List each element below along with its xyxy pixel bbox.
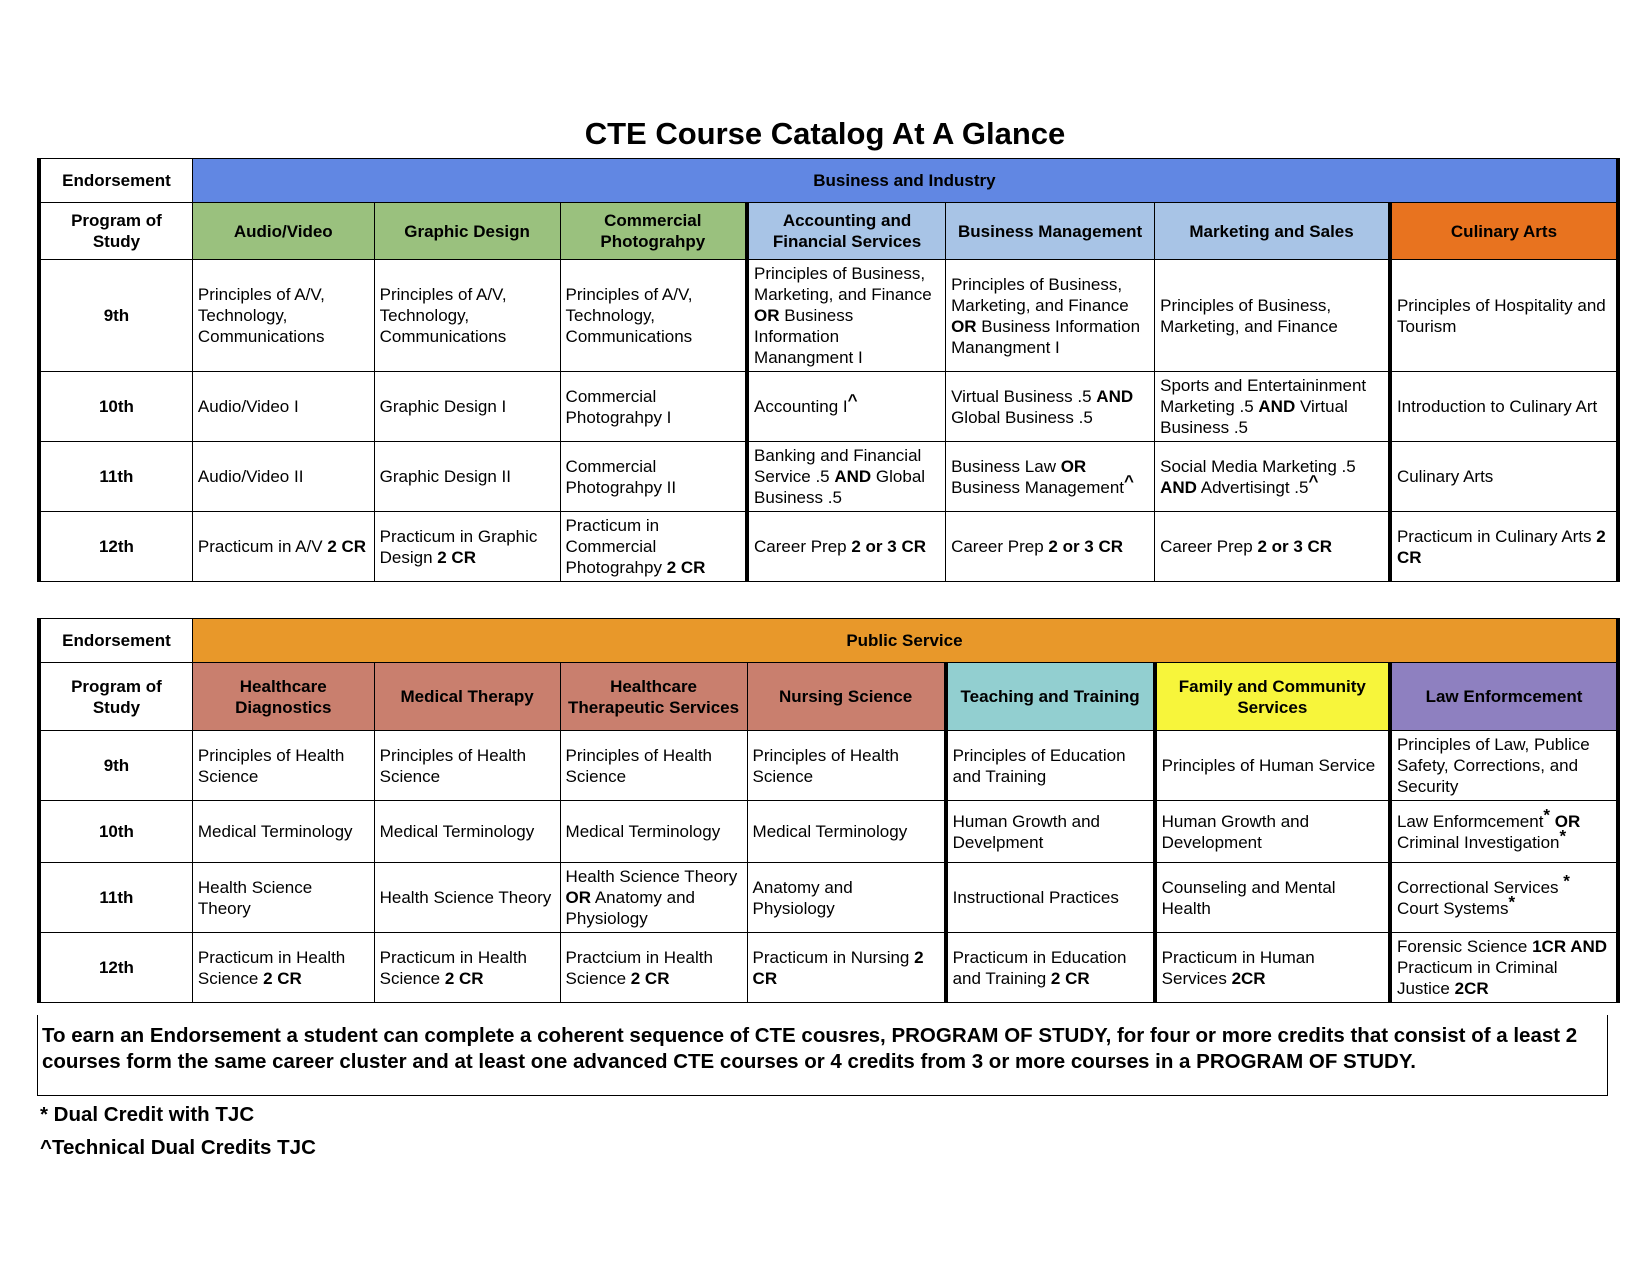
course-cell bbox=[747, 442, 946, 512]
course-cell bbox=[374, 260, 560, 372]
program-header: Commercial Photograhpy bbox=[560, 203, 747, 260]
course-text: Human Growth and Development bbox=[1161, 811, 1310, 852]
course-cell bbox=[560, 372, 747, 442]
course-text: Graphic Design II bbox=[379, 467, 511, 486]
course-text: Health Science Theory bbox=[197, 877, 313, 918]
course-cell bbox=[1390, 512, 1618, 582]
course-cell bbox=[1155, 442, 1390, 512]
course-text: OR bbox=[565, 888, 592, 907]
course-text: Career Prep bbox=[1160, 537, 1258, 556]
course-text: 2CR bbox=[1231, 968, 1266, 988]
course-text: Practicum in Graphic Design bbox=[379, 526, 538, 567]
course-text: Career Prep bbox=[754, 537, 852, 556]
course-text: 2 or 3 CR bbox=[851, 537, 926, 556]
program-header: Medical Therapy bbox=[374, 663, 560, 731]
course-cell bbox=[946, 512, 1155, 582]
business-industry-table bbox=[37, 158, 1620, 582]
course-cell bbox=[1155, 731, 1390, 801]
course-cell bbox=[560, 731, 747, 801]
program-of-study-label: Program of Study bbox=[39, 203, 192, 260]
course-text: Career Prep bbox=[951, 537, 1049, 556]
course-text: Court Systems bbox=[1396, 898, 1509, 918]
course-text: Principles of Health Science bbox=[565, 745, 713, 786]
course-cell bbox=[747, 801, 946, 863]
course-text: Practicum in A/V bbox=[197, 537, 328, 556]
course-cell bbox=[946, 801, 1155, 863]
course-text: 2 or 3 CR bbox=[1257, 537, 1333, 556]
course-cell bbox=[192, 933, 374, 1003]
course-cell bbox=[1155, 933, 1390, 1003]
course-cell bbox=[192, 442, 374, 512]
course-text: Graphic Design I bbox=[379, 397, 507, 416]
grade-label: 12th bbox=[39, 512, 192, 582]
public-service-table bbox=[37, 618, 1620, 1003]
course-text: AND bbox=[1258, 397, 1296, 416]
course-text: Culinary Arts bbox=[1396, 467, 1494, 486]
course-text: AND bbox=[1160, 477, 1197, 497]
course-text: Social Media Marketing .5 bbox=[1160, 456, 1356, 476]
course-text: Anatomy and Physiology bbox=[752, 877, 853, 918]
course-text: Instructional Practices bbox=[952, 888, 1119, 907]
course-text: 2 or 3 CR bbox=[1048, 537, 1124, 556]
course-text: 2 CR bbox=[630, 968, 670, 988]
course-cell bbox=[1155, 863, 1390, 933]
course-text: * bbox=[1563, 870, 1570, 890]
course-text: Principles of Health Science bbox=[752, 745, 900, 786]
course-cell bbox=[192, 731, 374, 801]
course-text: 2 CR bbox=[666, 558, 706, 577]
course-text: Principles of Law, Publice Safety, Corrections, and Security bbox=[1396, 735, 1590, 796]
course-cell bbox=[374, 442, 560, 512]
program-header: Family and Community Services bbox=[1155, 663, 1390, 731]
course-text: 2 CR bbox=[437, 547, 476, 567]
course-text: Sports and Entertaininment Marketing .5 bbox=[1160, 376, 1367, 416]
course-cell bbox=[946, 933, 1155, 1003]
course-text: Health Science Theory bbox=[379, 888, 552, 907]
course-text: 2CR bbox=[1454, 979, 1489, 998]
course-text: Practicum in Commercial Photograhpy bbox=[565, 516, 667, 577]
course-cell bbox=[374, 512, 560, 582]
course-text: Business Management bbox=[951, 477, 1125, 497]
endorsement-label: Endorsement bbox=[39, 159, 192, 203]
course-text: AND bbox=[834, 467, 872, 486]
course-text: Virtual Business .5 bbox=[1160, 397, 1348, 437]
course-text: Anatomy and Physiology bbox=[565, 888, 696, 928]
course-text: Medical Terminology bbox=[197, 822, 353, 841]
program-header: Accounting and Financial Services bbox=[747, 203, 946, 260]
course-cell bbox=[192, 512, 374, 582]
grade-label: 11th bbox=[39, 863, 192, 933]
footnote-dual-credit: * Dual Credit with TJC bbox=[40, 1103, 255, 1126]
course-cell bbox=[374, 801, 560, 863]
course-text: Audio/Video I bbox=[197, 397, 299, 416]
course-cell bbox=[1390, 442, 1618, 512]
course-cell bbox=[946, 442, 1155, 512]
course-text: Principles of Business, Marketing, and Finance bbox=[754, 264, 932, 304]
course-cell bbox=[192, 372, 374, 442]
course-cell bbox=[192, 260, 374, 372]
course-cell bbox=[1390, 731, 1618, 801]
course-text: Principles of Health Science bbox=[197, 745, 345, 786]
program-header: Business Management bbox=[946, 203, 1155, 260]
course-cell bbox=[560, 863, 747, 933]
course-text: OR bbox=[754, 306, 780, 325]
course-cell bbox=[374, 372, 560, 442]
course-text: Business Information Manangment I bbox=[951, 316, 1141, 357]
course-text: Audio/Video II bbox=[197, 467, 304, 486]
course-cell bbox=[1155, 372, 1390, 442]
course-cell bbox=[560, 512, 747, 582]
endorsement-banner-business: Business and Industry bbox=[192, 159, 1618, 203]
course-cell bbox=[1155, 801, 1390, 863]
course-text: OR bbox=[1060, 456, 1087, 476]
course-text: Forensic Science bbox=[1396, 937, 1533, 956]
program-header: Culinary Arts bbox=[1390, 203, 1618, 260]
course-text: Principles of A/V, Technology, Communications bbox=[379, 285, 507, 346]
course-cell bbox=[1390, 372, 1618, 442]
course-cell bbox=[374, 933, 560, 1003]
course-cell bbox=[374, 731, 560, 801]
course-text: 2 CR bbox=[263, 968, 302, 988]
program-header: Law Enformcement bbox=[1390, 663, 1618, 731]
course-text: Correctional Services bbox=[1396, 877, 1564, 897]
course-cell bbox=[560, 442, 747, 512]
course-text: Principles of Business, Marketing, and Finance bbox=[951, 274, 1129, 315]
course-text: AND bbox=[1096, 386, 1134, 406]
course-cell bbox=[192, 801, 374, 863]
course-text: Principles of A/V, Technology, Communications bbox=[565, 285, 693, 346]
course-text: Practcium in Health Science bbox=[565, 947, 713, 988]
course-text: Accounting I bbox=[754, 397, 848, 416]
course-text: AND bbox=[1566, 937, 1608, 956]
course-text: 1CR bbox=[1532, 937, 1567, 956]
course-text: Criminal Investigation bbox=[1396, 832, 1560, 852]
course-cell bbox=[747, 863, 946, 933]
course-cell bbox=[560, 933, 747, 1003]
course-text: Virtual Business .5 bbox=[951, 386, 1097, 406]
course-text: Practicum in Culinary Arts bbox=[1396, 526, 1597, 546]
course-text: Principles of A/V, Technology, Communications bbox=[197, 285, 325, 346]
course-text: Principles of Hospitality and Tourism bbox=[1396, 295, 1606, 336]
course-text: * bbox=[1508, 891, 1516, 911]
course-cell bbox=[1390, 801, 1618, 863]
grade-label: 12th bbox=[39, 933, 192, 1003]
course-text: 2 CR bbox=[1050, 968, 1090, 988]
course-text: Medical Terminology bbox=[379, 822, 535, 841]
course-text: 2 CR bbox=[444, 968, 484, 988]
course-cell bbox=[747, 731, 946, 801]
course-text: Commercial Photograhpy I bbox=[565, 386, 672, 427]
course-cell bbox=[946, 372, 1155, 442]
program-of-study-label: Program of Study bbox=[39, 663, 192, 731]
course-text: Law Enformcement bbox=[1396, 811, 1544, 831]
endorsement-label: Endorsement bbox=[39, 619, 192, 663]
course-text: Global Business .5 bbox=[951, 407, 1093, 427]
course-text: Medical Terminology bbox=[565, 822, 721, 841]
course-text: Practicum in Nursing bbox=[752, 947, 915, 967]
course-cell bbox=[192, 863, 374, 933]
program-header: Nursing Science bbox=[747, 663, 946, 731]
course-text: Principles of Human Service bbox=[1161, 756, 1376, 775]
course-text: Global Business .5 bbox=[754, 467, 926, 507]
course-text: 2 CR bbox=[1396, 526, 1606, 567]
grade-label: 10th bbox=[39, 801, 192, 863]
program-header: Graphic Design bbox=[374, 203, 560, 260]
course-text: Medical Terminology bbox=[752, 822, 908, 841]
course-cell bbox=[946, 863, 1155, 933]
course-cell bbox=[946, 731, 1155, 801]
program-header: Audio/Video bbox=[192, 203, 374, 260]
course-cell bbox=[747, 512, 946, 582]
grade-label: 9th bbox=[39, 260, 192, 372]
course-text: Health Science Theory bbox=[565, 867, 738, 886]
page-title: CTE Course Catalog At A Glance bbox=[584, 116, 1066, 151]
course-text: * bbox=[1543, 804, 1551, 824]
course-text: Advertisingt .5 bbox=[1196, 477, 1309, 497]
course-cell bbox=[1390, 863, 1618, 933]
course-cell bbox=[747, 260, 946, 372]
course-text: Principles of Health Science bbox=[379, 745, 527, 786]
course-text: OR bbox=[951, 316, 977, 336]
program-header: Marketing and Sales bbox=[1155, 203, 1390, 260]
course-cell bbox=[1155, 260, 1390, 372]
course-text: Practicum in Health Science bbox=[197, 947, 346, 988]
course-cell bbox=[560, 260, 747, 372]
course-text: Practicum in Health Science bbox=[379, 947, 527, 988]
course-text: Commercial Photograhpy II bbox=[565, 456, 677, 497]
course-cell bbox=[946, 260, 1155, 372]
course-cell bbox=[560, 801, 747, 863]
endorsement-requirement-note: To earn an Endorsement a student can complete a coherent sequence of CTE cousres, PROGRAM OF STUDY, for four or more credits that consist of a least 2 courses form the same career cluster and at least one advanced CTE courses or 4 credits from 3 or more courses in a PROGRAM OF STUDY. bbox=[37, 1015, 1608, 1096]
course-text: 2 CR bbox=[327, 537, 367, 556]
course-text: Principles of Education and Training bbox=[952, 745, 1126, 786]
course-cell bbox=[1155, 512, 1390, 582]
course-text: Banking and Financial Service .5 bbox=[754, 446, 922, 486]
course-text: OR bbox=[1550, 811, 1581, 831]
course-cell bbox=[374, 863, 560, 933]
grade-label: 11th bbox=[39, 442, 192, 512]
program-header: Teaching and Training bbox=[946, 663, 1155, 731]
course-cell bbox=[747, 372, 946, 442]
course-text: Practicum in Human Services bbox=[1161, 947, 1315, 988]
course-text: Principles of Business, Marketing, and Finance bbox=[1160, 295, 1338, 336]
grade-label: 10th bbox=[39, 372, 192, 442]
course-text: ^ bbox=[1308, 470, 1319, 490]
course-text: ^ bbox=[847, 390, 858, 410]
program-header: Healthcare Therapeutic Services bbox=[560, 663, 747, 731]
footnote-technical-dual-credit: ^Technical Dual Credits TJC bbox=[40, 1136, 316, 1159]
course-text: Practicum in Education and Training bbox=[952, 947, 1127, 988]
course-text: Business Information Manangment I bbox=[754, 306, 863, 367]
course-text: 2 CR bbox=[752, 947, 924, 988]
grade-label: 9th bbox=[39, 731, 192, 801]
program-header: Healthcare Diagnostics bbox=[192, 663, 374, 731]
course-text: Introduction to Culinary Art bbox=[1396, 397, 1598, 416]
course-cell bbox=[1390, 933, 1618, 1003]
course-text: ^ bbox=[1124, 470, 1134, 490]
endorsement-banner-public: Public Service bbox=[192, 619, 1618, 663]
course-text: * bbox=[1559, 825, 1567, 845]
course-text: Human Growth and Develpment bbox=[952, 811, 1100, 852]
course-cell bbox=[747, 933, 946, 1003]
course-cell bbox=[1390, 260, 1618, 372]
course-text: Counseling and Mental Health bbox=[1161, 877, 1336, 918]
course-text: Practicum in Criminal Justice bbox=[1396, 958, 1558, 998]
course-text: Business Law bbox=[951, 456, 1061, 476]
